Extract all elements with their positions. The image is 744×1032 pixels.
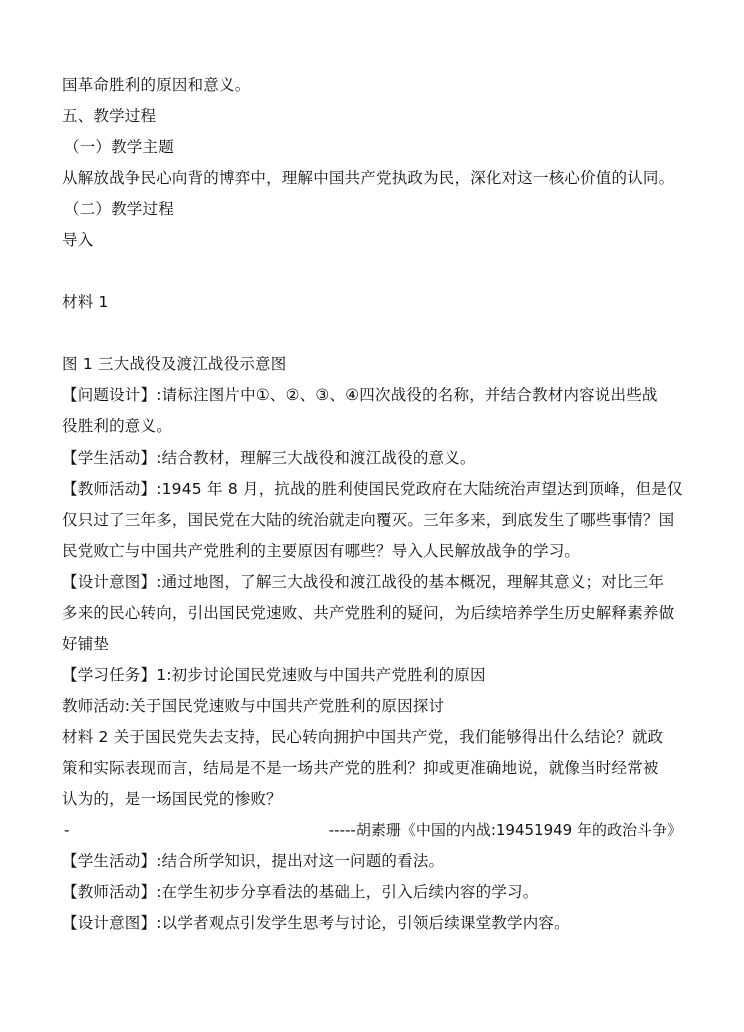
text-line: 从解放战争民心向背的博弈中，理解中国共产党执政为民，深化对这一核心价值的认同。: [62, 169, 675, 187]
text-line: 民党败亡与中国共产党胜利的主要原因有哪些？导入人民解放战争的学习。: [62, 542, 581, 560]
section-heading: 五、教学过程: [62, 107, 157, 125]
text-line: 教师活动:关于国民党速败与中国共产党胜利的原因探讨: [62, 697, 445, 715]
subsection-heading: （一）教学主题: [64, 138, 174, 156]
text-line: 好铺垫: [62, 635, 110, 653]
text-line: 【教师活动】:在学生初步分享看法的基础上，引入后续内容的学习。: [62, 883, 539, 901]
text-line: 仅只过了三年多，国民党在大陆的统治就走向覆灭。三年多来，到底发生了哪些事情？国: [62, 511, 675, 529]
citation-dash: -: [64, 821, 70, 839]
text-line: 【设计意图】:通过地图，了解三大战役和渡江战役的基本概况，理解其意义；对比三年: [62, 573, 665, 591]
text-line: 策和实际表现而言，结局是不是一场共产党的胜利？抑或更准确地说，就像当时经常被: [62, 759, 659, 777]
text-line: 国革命胜利的原因和意义。: [62, 76, 251, 94]
text-line: 【设计意图】:以学者观点引发学生思考与讨论，引领后续课堂教学内容。: [62, 914, 570, 932]
text-line: 役胜利的意义。: [62, 417, 172, 435]
text-line: 【学习任务】1:初步讨论国民党速败与中国共产党胜利的原因: [62, 666, 486, 684]
text-line: 材料 2 关于国民党失去支持，民心转向拥护中国共产党，我们能够得出什么结论？就政: [62, 728, 664, 746]
text-line: 【学生活动】:结合所学知识，提出对这一问题的看法。: [62, 852, 445, 870]
text-line: 【问题设计】:请标注图片中①、②、③、④四次战役的名称，并结合教材内容说出些战: [62, 386, 658, 404]
text-line: 材料 1: [62, 293, 109, 311]
text-line: 认为的，是一场国民党的惨败？: [62, 790, 282, 808]
figure-caption: 图 1 三大战役及渡江战役示意图: [62, 355, 287, 373]
text-line: 【教师活动】:1945 年 8 月，抗战的胜利使国民党政府在大陆统治声望达到顶峰，但是仅: [62, 480, 683, 498]
citation: -----胡素珊《中国的内战:19451949 年的政治斗争》: [328, 821, 682, 839]
subsection-heading: （二）教学过程: [64, 200, 174, 218]
text-line: 导入: [62, 231, 94, 249]
text-line: 多来的民心转向，引出国民党速败、共产党胜利的疑问，为后续培养学生历史解释素养做: [62, 604, 675, 622]
text-line: 【学生活动】:结合教材，理解三大战役和渡江战役的意义。: [62, 449, 476, 467]
